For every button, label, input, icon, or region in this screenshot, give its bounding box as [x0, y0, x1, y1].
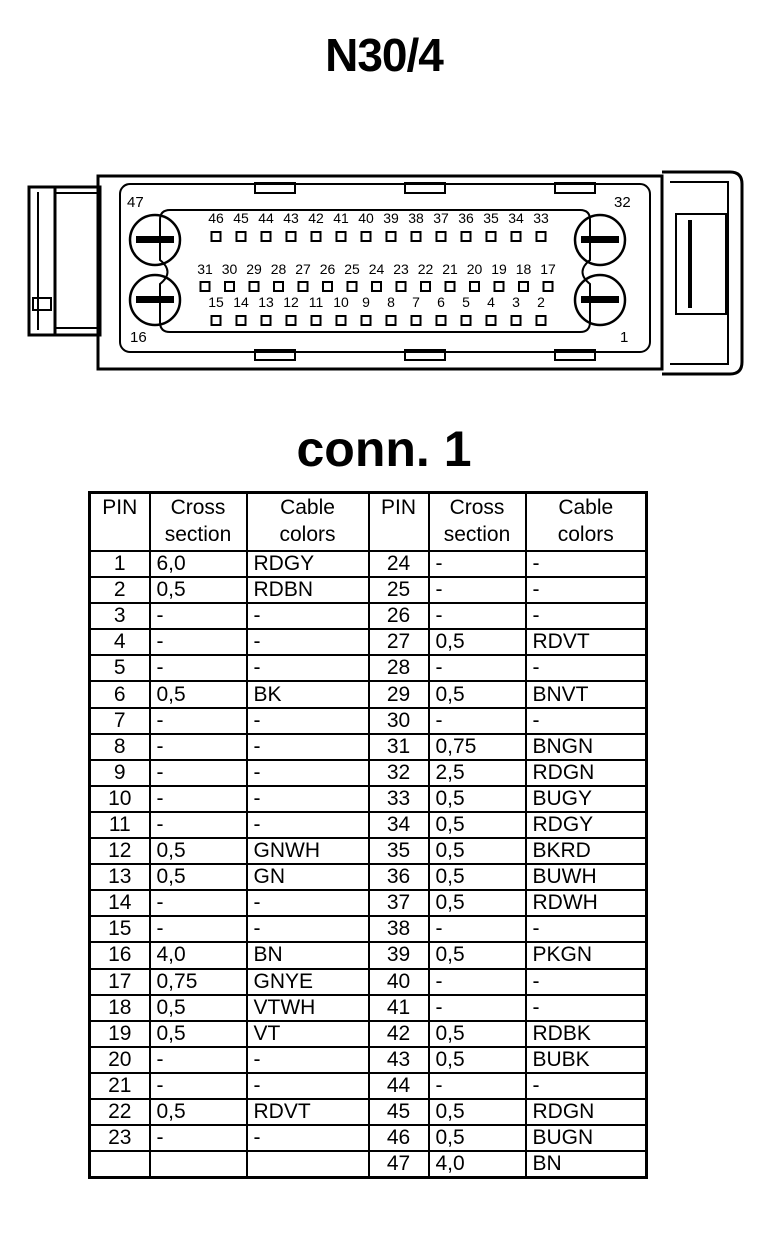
pin-number-label: 33: [533, 210, 549, 226]
pin-number-label: 44: [258, 210, 274, 226]
pin-number-label: 15: [208, 294, 224, 310]
cell-cs1: -: [150, 603, 247, 629]
cell-cs2: 0,5: [429, 629, 526, 655]
pin-socket: [262, 232, 271, 241]
table-row: [90, 1125, 647, 1151]
cell-col1: -: [247, 812, 369, 838]
cell-cs1: 0,5: [150, 681, 247, 707]
header-pin-left: PIN: [90, 493, 150, 552]
cell-pin1: 23: [90, 1125, 150, 1151]
table-row: [90, 655, 647, 681]
pin-number-label: 20: [466, 261, 483, 277]
table-row: [90, 942, 647, 968]
cell-cs2: 0,5: [429, 1125, 526, 1151]
pin-number-label: 7: [412, 294, 420, 310]
cell-col2: -: [526, 916, 647, 942]
pin-socket: [397, 282, 406, 291]
cell-cs1: -: [150, 655, 247, 681]
table-row: [90, 603, 647, 629]
cell-cs1: 0,5: [150, 1099, 247, 1125]
cell-cs1: -: [150, 1047, 247, 1073]
cell-pin1: 10: [90, 786, 150, 812]
cell-cs2: 0,5: [429, 786, 526, 812]
cell-pin1: [90, 1151, 150, 1178]
pin-socket: [512, 232, 521, 241]
cell-pin2: 41: [369, 995, 429, 1021]
pin-socket: [201, 282, 210, 291]
pin-number-label: 4: [487, 294, 495, 310]
cell-col1: VTWH: [247, 995, 369, 1021]
cell-cs2: 0,5: [429, 942, 526, 968]
cell-pin1: 12: [90, 838, 150, 864]
diagram-title: N30/4: [325, 29, 443, 81]
cell-col1: GNWH: [247, 838, 369, 864]
corner-label-16: 16: [130, 329, 147, 346]
pin-number-label: 30: [221, 261, 238, 277]
header-cross-left: Cross section: [150, 493, 247, 552]
cell-cs2: -: [429, 603, 526, 629]
cell-cs2: -: [429, 708, 526, 734]
pin-number-label: 42: [308, 210, 324, 226]
cell-pin1: 7: [90, 708, 150, 734]
cell-cs1: 0,75: [150, 969, 247, 995]
pin-number-label: 5: [462, 294, 470, 310]
cell-col1: -: [247, 760, 369, 786]
pin-number-label: 31: [197, 261, 213, 277]
cell-cs2: 0,75: [429, 734, 526, 760]
cell-col2: RDBK: [526, 1021, 647, 1047]
pin-table: [88, 491, 648, 1179]
cell-pin1: 11: [90, 812, 150, 838]
cell-col1: -: [247, 603, 369, 629]
cell-pin1: 5: [90, 655, 150, 681]
cell-col1: -: [247, 1073, 369, 1099]
cell-pin2: 42: [369, 1021, 429, 1047]
cell-col1: -: [247, 786, 369, 812]
cell-col2: -: [526, 603, 647, 629]
pin-socket: [348, 282, 357, 291]
cell-col1: -: [247, 655, 369, 681]
pin-socket: [462, 232, 471, 241]
pin-number-label: 39: [383, 210, 399, 226]
pin-socket: [323, 282, 332, 291]
table-row: [90, 1151, 647, 1178]
cell-col2: BUGY: [526, 786, 647, 812]
table-header-row: [90, 493, 647, 552]
pin-socket: [237, 232, 246, 241]
cell-col2: -: [526, 1073, 647, 1099]
cell-pin2: 34: [369, 812, 429, 838]
pin-socket: [237, 316, 246, 325]
cell-cs1: -: [150, 734, 247, 760]
cell-pin2: 26: [369, 603, 429, 629]
cell-col1: [247, 1151, 369, 1178]
table-row: [90, 577, 647, 603]
cell-col1: -: [247, 629, 369, 655]
table-row: [90, 864, 647, 890]
left-latch: [29, 187, 55, 335]
pin-number-label: 13: [258, 294, 274, 310]
header-cross-right: Cross section: [429, 493, 526, 552]
table-row: [90, 1099, 647, 1125]
pin-socket: [387, 232, 396, 241]
cell-cs2: -: [429, 577, 526, 603]
cell-pin1: 16: [90, 942, 150, 968]
cell-pin1: 14: [90, 890, 150, 916]
cell-col2: RDWH: [526, 890, 647, 916]
cell-pin2: 36: [369, 864, 429, 890]
cell-pin2: 45: [369, 1099, 429, 1125]
pin-number-label: 36: [458, 210, 474, 226]
pin-number-label: 3: [512, 294, 520, 310]
cell-col1: -: [247, 1125, 369, 1151]
pin-socket: [362, 316, 371, 325]
cell-cs2: -: [429, 995, 526, 1021]
cell-pin2: 33: [369, 786, 429, 812]
cell-cs1: 6,0: [150, 551, 247, 577]
pin-number-label: 27: [295, 261, 311, 277]
cell-cs2: 0,5: [429, 890, 526, 916]
cell-col2: BN: [526, 1151, 647, 1178]
cell-pin2: 30: [369, 708, 429, 734]
connector-drawing: [0, 150, 768, 390]
table-row: [90, 812, 647, 838]
pin-socket: [470, 282, 479, 291]
pin-number-label: 17: [540, 261, 556, 277]
pin-socket: [387, 316, 396, 325]
cell-col1: -: [247, 916, 369, 942]
pin-socket: [250, 282, 259, 291]
cell-cs2: -: [429, 655, 526, 681]
table-row: [90, 708, 647, 734]
cell-col1: BK: [247, 681, 369, 707]
pin-socket: [487, 232, 496, 241]
table-row: [90, 551, 647, 577]
cell-pin2: 37: [369, 890, 429, 916]
cell-cs1: -: [150, 786, 247, 812]
pin-socket: [537, 316, 546, 325]
pin-number-label: 45: [233, 210, 249, 226]
cell-pin1: 9: [90, 760, 150, 786]
pin-socket: [421, 282, 430, 291]
pin-socket: [287, 232, 296, 241]
pin-number-label: 25: [344, 261, 360, 277]
table-row: [90, 681, 647, 707]
pin-number-label: 26: [319, 261, 336, 277]
table-row: [90, 734, 647, 760]
cell-cs1: -: [150, 812, 247, 838]
cell-col2: BUWH: [526, 864, 647, 890]
table-row: [90, 1021, 647, 1047]
cell-cs1: 0,5: [150, 1021, 247, 1047]
cell-cs2: 0,5: [429, 681, 526, 707]
cell-col2: BKRD: [526, 838, 647, 864]
corner-label-47: 47: [127, 194, 144, 211]
cell-pin2: 31: [369, 734, 429, 760]
table-row: [90, 890, 647, 916]
pin-number-label: 34: [508, 210, 524, 226]
cell-pin1: 20: [90, 1047, 150, 1073]
cell-pin1: 6: [90, 681, 150, 707]
cell-cs2: -: [429, 1073, 526, 1099]
cell-cs2: -: [429, 551, 526, 577]
cell-col2: BNVT: [526, 681, 647, 707]
pin-socket: [212, 232, 221, 241]
pin-socket: [299, 282, 308, 291]
table-row: [90, 969, 647, 995]
cell-pin2: 24: [369, 551, 429, 577]
cell-cs1: 0,5: [150, 838, 247, 864]
cell-cs2: -: [429, 916, 526, 942]
cell-col2: -: [526, 708, 647, 734]
cell-pin1: 3: [90, 603, 150, 629]
cell-pin1: 21: [90, 1073, 150, 1099]
pin-socket: [312, 316, 321, 325]
pin-socket: [287, 316, 296, 325]
cell-col1: RDBN: [247, 577, 369, 603]
pin-number-label: 2: [537, 294, 545, 310]
cell-col1: -: [247, 708, 369, 734]
cell-cs1: -: [150, 760, 247, 786]
cell-cs2: -: [429, 969, 526, 995]
pin-socket: [337, 232, 346, 241]
cell-pin1: 19: [90, 1021, 150, 1047]
pin-number-label: 8: [387, 294, 395, 310]
cell-pin1: 13: [90, 864, 150, 890]
cell-cs2: 0,5: [429, 812, 526, 838]
cell-cs1: -: [150, 629, 247, 655]
pin-socket: [544, 282, 553, 291]
cell-col1: -: [247, 890, 369, 916]
cell-pin2: 47: [369, 1151, 429, 1178]
cell-pin2: 35: [369, 838, 429, 864]
cell-col2: RDGN: [526, 1099, 647, 1125]
pin-number-label: 37: [433, 210, 449, 226]
cell-col2: -: [526, 577, 647, 603]
cell-cs1: 4,0: [150, 942, 247, 968]
pin-socket: [462, 316, 471, 325]
cell-col2: BNGN: [526, 734, 647, 760]
corner-label-32: 32: [614, 194, 631, 211]
cell-col2: -: [526, 655, 647, 681]
pin-socket: [412, 316, 421, 325]
pin-number-label: 46: [208, 210, 224, 226]
cell-pin1: 17: [90, 969, 150, 995]
cell-cs2: 0,5: [429, 1099, 526, 1125]
cell-pin1: 15: [90, 916, 150, 942]
cell-col2: -: [526, 995, 647, 1021]
cell-col1: RDGY: [247, 551, 369, 577]
pin-socket: [312, 232, 321, 241]
pin-number-label: 24: [368, 261, 385, 277]
pin-number-label: 9: [362, 294, 370, 310]
table-row: [90, 838, 647, 864]
cell-pin1: 22: [90, 1099, 150, 1125]
pin-socket: [437, 316, 446, 325]
table-row: [90, 786, 647, 812]
pin-number-label: 23: [393, 261, 409, 277]
pin-number-label: 11: [308, 294, 324, 310]
cell-col2: RDVT: [526, 629, 647, 655]
table-row: [90, 995, 647, 1021]
cell-cs1: 0,5: [150, 577, 247, 603]
pin-number-label: 12: [283, 294, 299, 310]
cell-col2: BUBK: [526, 1047, 647, 1073]
pin-socket: [495, 282, 504, 291]
cell-cs2: 0,5: [429, 864, 526, 890]
pin-number-label: 19: [491, 261, 507, 277]
pin-socket: [372, 282, 381, 291]
cell-col1: -: [247, 1047, 369, 1073]
cell-cs1: -: [150, 890, 247, 916]
cell-col1: RDVT: [247, 1099, 369, 1125]
header-pin-right: PIN: [369, 493, 429, 552]
cell-col2: -: [526, 551, 647, 577]
pin-socket: [446, 282, 455, 291]
cell-col2: RDGY: [526, 812, 647, 838]
pin-number-label: 21: [442, 261, 458, 277]
cell-pin2: 40: [369, 969, 429, 995]
pin-number-label: 43: [283, 210, 299, 226]
cell-cs1: -: [150, 1073, 247, 1099]
cell-col2: BUGN: [526, 1125, 647, 1151]
pin-socket: [362, 232, 371, 241]
pin-socket: [212, 316, 221, 325]
cell-col1: VT: [247, 1021, 369, 1047]
pin-number-label: 10: [333, 294, 349, 310]
cell-cs2: 0,5: [429, 1021, 526, 1047]
pin-socket: [537, 232, 546, 241]
cell-pin2: 43: [369, 1047, 429, 1073]
cell-cs2: 2,5: [429, 760, 526, 786]
connector-subtitle: conn. 1: [296, 421, 472, 477]
pin-socket: [337, 316, 346, 325]
cell-col1: -: [247, 734, 369, 760]
pin-socket: [274, 282, 283, 291]
cell-pin1: 4: [90, 629, 150, 655]
cell-pin2: 32: [369, 760, 429, 786]
pin-socket: [519, 282, 528, 291]
cell-pin2: 25: [369, 577, 429, 603]
cell-col1: BN: [247, 942, 369, 968]
pin-number-label: 22: [417, 261, 434, 277]
cell-col2: PKGN: [526, 942, 647, 968]
table-row: [90, 760, 647, 786]
cell-cs1: -: [150, 708, 247, 734]
pin-number-label: 40: [358, 210, 374, 226]
cell-col2: RDGN: [526, 760, 647, 786]
cell-cs1: 0,5: [150, 864, 247, 890]
pin-number-label: 6: [437, 294, 445, 310]
cell-pin2: 39: [369, 942, 429, 968]
cell-cs2: 4,0: [429, 1151, 526, 1178]
pin-number-label: 41: [333, 210, 349, 226]
table-row: [90, 1047, 647, 1073]
pin-socket: [437, 232, 446, 241]
cell-pin1: 1: [90, 551, 150, 577]
table-row: [90, 916, 647, 942]
pin-socket: [487, 316, 496, 325]
pin-number-label: 29: [246, 261, 262, 277]
cell-cs1: -: [150, 916, 247, 942]
cell-cs2: 0,5: [429, 1047, 526, 1073]
pin-number-label: 38: [408, 210, 424, 226]
cell-pin2: 44: [369, 1073, 429, 1099]
cell-pin1: 8: [90, 734, 150, 760]
cell-pin1: 2: [90, 577, 150, 603]
cell-col2: -: [526, 969, 647, 995]
cell-pin2: 28: [369, 655, 429, 681]
pin-socket: [225, 282, 234, 291]
pin-socket: [412, 232, 421, 241]
table-row: [90, 1073, 647, 1099]
cell-cs2: 0,5: [429, 838, 526, 864]
cell-pin2: 27: [369, 629, 429, 655]
cell-cs1: [150, 1151, 247, 1178]
cell-col1: GNYE: [247, 969, 369, 995]
pin-number-label: 28: [270, 261, 287, 277]
header-cable-right: Cable colors: [526, 493, 647, 552]
header-cable-left: Cable colors: [247, 493, 369, 552]
cell-cs1: -: [150, 1125, 247, 1151]
cell-pin2: 38: [369, 916, 429, 942]
cell-pin1: 18: [90, 995, 150, 1021]
cell-pin2: 29: [369, 681, 429, 707]
cell-cs1: 0,5: [150, 995, 247, 1021]
pin-number-label: 18: [515, 261, 532, 277]
pin-socket: [512, 316, 521, 325]
cell-pin2: 46: [369, 1125, 429, 1151]
pin-number-label: 35: [483, 210, 499, 226]
corner-label-1: 1: [620, 329, 629, 346]
pin-number-label: 14: [233, 294, 249, 310]
cell-col1: GN: [247, 864, 369, 890]
pin-socket: [262, 316, 271, 325]
table-row: [90, 629, 647, 655]
